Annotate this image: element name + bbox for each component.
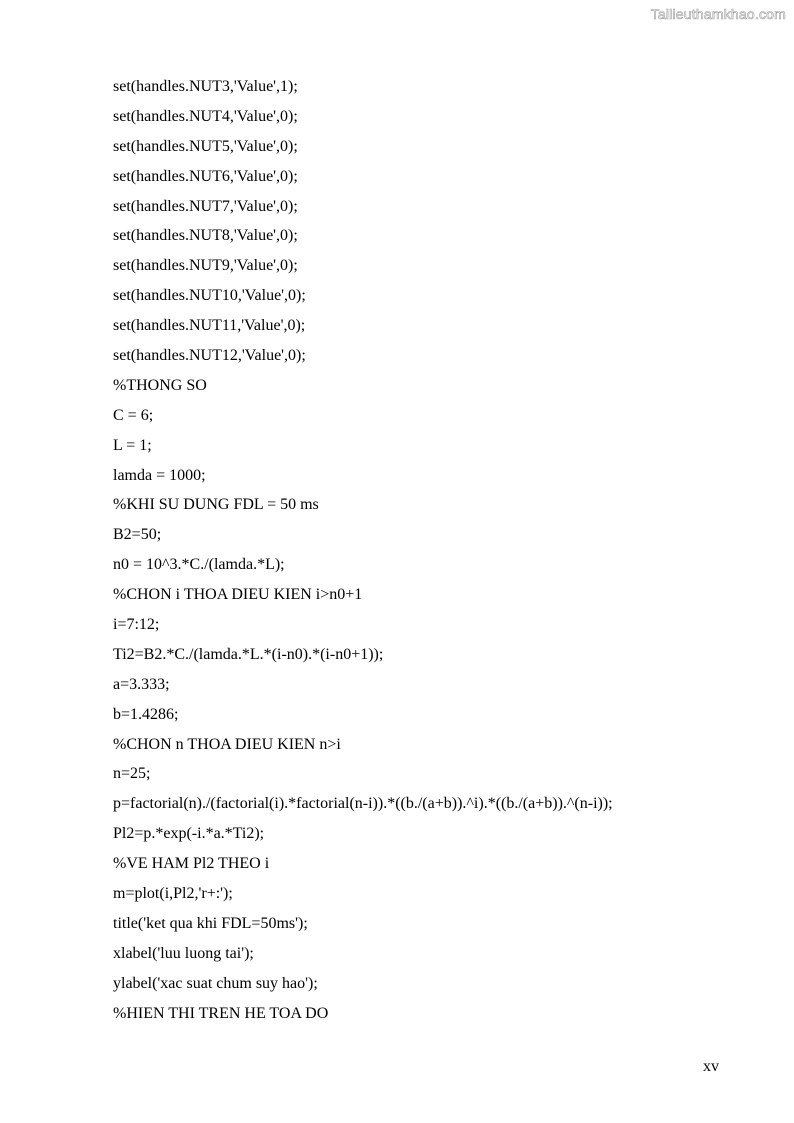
- code-line: b=1.4286;: [113, 705, 179, 723]
- code-line: set(handles.NUT12,'Value',0);: [113, 347, 306, 365]
- watermark-text: Tailieuthamkhao.com: [650, 6, 786, 22]
- code-comment: %THONG SO: [113, 376, 207, 394]
- code-line: i=7:12;: [113, 616, 160, 634]
- code-line: ylabel('xac suat chum suy hao');: [113, 974, 318, 992]
- code-line: B2=50;: [113, 526, 162, 544]
- code-line: p=factorial(n)./(factorial(i).*factorial(n-i)).*((b./(a+b)).^i).*((b./(a+b)).^(n-i));: [113, 795, 613, 813]
- code-line: lamda = 1000;: [113, 466, 206, 484]
- code-listing: [113, 76, 613, 1033]
- code-line: set(handles.NUT7,'Value',0);: [113, 197, 298, 215]
- code-comment: %CHON n THOA DIEU KIEN n>i: [113, 735, 341, 753]
- page-number: xv: [703, 1058, 719, 1075]
- code-line: title('ket qua khi FDL=50ms');: [113, 914, 308, 932]
- code-line: n0 = 10^3.*C./(lamda.*L);: [113, 556, 285, 574]
- code-line: set(handles.NUT8,'Value',0);: [113, 227, 298, 245]
- code-line: set(handles.NUT10,'Value',0);: [113, 287, 306, 305]
- code-line: xlabel('luu luong tai');: [113, 944, 254, 962]
- code-comment: %HIEN THI TREN HE TOA DO: [113, 1004, 329, 1022]
- code-line: set(handles.NUT4,'Value',0);: [113, 107, 298, 125]
- code-line: set(handles.NUT9,'Value',0);: [113, 257, 298, 275]
- code-line: m=plot(i,Pl2,'r+:');: [113, 885, 233, 903]
- code-comment: %CHON i THOA DIEU KIEN i>n0+1: [113, 586, 363, 604]
- code-line: L = 1;: [113, 436, 152, 454]
- code-line: n=25;: [113, 765, 151, 783]
- code-comment: %VE HAM Pl2 THEO i: [113, 855, 270, 873]
- code-line: Ti2=B2.*C./(lamda.*L.*(i-n0).*(i-n0+1));: [113, 645, 384, 663]
- code-line: set(handles.NUT11,'Value',0);: [113, 317, 306, 335]
- code-line: set(handles.NUT5,'Value',0);: [113, 137, 298, 155]
- code-line: a=3.333;: [113, 675, 170, 693]
- code-comment: %KHI SU DUNG FDL = 50 ms: [113, 496, 319, 514]
- code-line: C = 6;: [113, 406, 154, 424]
- code-line: set(handles.NUT6,'Value',0);: [113, 167, 298, 185]
- code-line: Pl2=p.*exp(-i.*a.*Ti2);: [113, 825, 265, 843]
- code-line: set(handles.NUT3,'Value',1);: [113, 78, 298, 95]
